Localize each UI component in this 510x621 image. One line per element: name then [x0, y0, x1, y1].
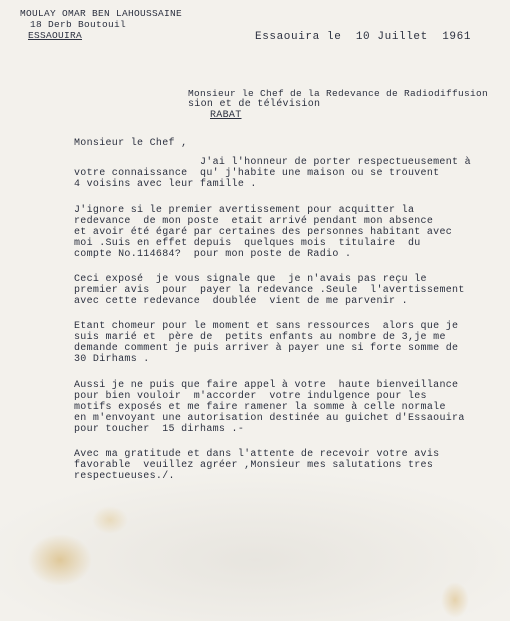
paragraph-2-line-3: et avoir été égaré par certaines des personnes habitant avec [74, 227, 453, 238]
paragraph-4-line-3: demande comment je puis arriver à payer une si forte somme de [74, 343, 459, 354]
sender-city: ESSAOUIRA [28, 30, 83, 41]
letter-date: Essaouira le 10 Juillet 1961 [255, 31, 472, 43]
recipient-line-1: Monsieur le Chef de la Redevance de Radiodiffusion [188, 88, 489, 99]
paragraph-2-line-5: compte No.114684? pour mon poste de Radio . [74, 249, 352, 260]
paragraph-5-line-1: Aussi je ne puis que faire appel à votre haute bienveillance [74, 380, 459, 391]
paragraph-1-line-1: J'ai l'honneur de porter respectueusement à [200, 157, 471, 168]
paragraph-1-line-2: votre connaissance qu' j'habite une maison ou se trouvent [74, 168, 440, 179]
sender-street: 18 Derb Boutouil [30, 19, 127, 30]
paragraph-3-line-1: Ceci exposé je vous signale que je n'avais pas reçu le [74, 274, 427, 285]
paragraph-3-line-2: premier avis pour payer la redevance .Seule l'avertissement [74, 285, 465, 296]
paragraph-6-line-1: Avec ma gratitude et dans l'attente de recevoir votre avis [74, 449, 440, 460]
paragraph-4-line-1: Etant chomeur pour le moment et sans ressources alors que je [74, 321, 459, 332]
recipient-line-2: sion et de télévision [188, 99, 321, 110]
paragraph-1-line-3: 4 voisins avec leur famille . [74, 179, 257, 190]
salutation: Monsieur le Chef , [74, 138, 188, 149]
recipient-line-3: RABAT [210, 110, 242, 121]
paragraph-2-line-1: J'ignore si le premier avertissement pour acquitter la [74, 205, 415, 216]
sender-name: MOULAY OMAR BEN LAHOUSSAINE [20, 8, 183, 19]
paragraph-2-line-4: moi .Suis en effet depuis quelques mois titulaire du [74, 238, 421, 249]
paragraph-6-line-3: respectueuses./. [74, 471, 175, 482]
paragraph-2-line-2: redevance de mon poste etait arrivé pendant mon absence [74, 216, 434, 227]
paragraph-5-line-4: en m'envoyant une autorisation destinée au guichet d'Essaouira [74, 413, 465, 424]
paragraph-6-line-2: favorable veuillez agréer ,Monsieur mes salutations tres [74, 460, 434, 471]
paragraph-4-line-2: suis marié et père de petits enfants au nombre de 3,je me [74, 332, 446, 343]
paragraph-3-line-3: avec cette redevance doublée vient de me parvenir . [74, 296, 408, 307]
paragraph-4-line-4: 30 Dirhams . [74, 354, 150, 365]
paragraph-5-line-2: pour bien vouloir m'accorder votre indulgence pour les [74, 391, 427, 402]
paragraph-5-line-3: motifs exposés et me faire ramener la somme à celle normale [74, 402, 446, 413]
paragraph-5-line-5: pour toucher 15 dirhams .- [74, 424, 245, 435]
